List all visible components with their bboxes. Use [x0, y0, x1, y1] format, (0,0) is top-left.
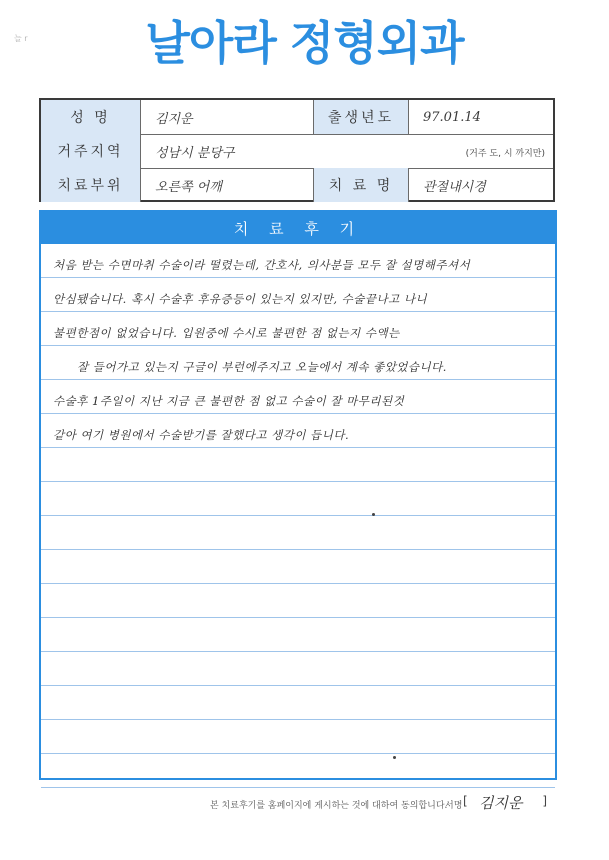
- review-line: [41, 652, 555, 686]
- review-line: [41, 720, 555, 754]
- corner-mark: 늘 r: [14, 34, 28, 43]
- signature-box: [463, 794, 547, 812]
- info-row-name: [41, 100, 553, 135]
- review-line-text: 같아 여기 병원에서 수술받기를 잘했다고 생각이 듭니다.: [53, 428, 350, 442]
- treatment-value: 관절내시경: [423, 179, 486, 195]
- birth-value: 97.01.14: [423, 109, 481, 125]
- review-line-text: 처음 받는 수면마취 수술이라 떨렸는데, 간호사, 의사분들 모두 잘 설명해주셔서: [53, 258, 471, 272]
- review-line: [41, 244, 555, 278]
- signature: 김지운: [479, 794, 523, 812]
- signature-bracket-open: [: [463, 794, 468, 808]
- review-line-text: 안심됐습니다. 혹시 수술후 후유증등이 있는지 있지만, 수술끝나고 나니: [53, 292, 428, 306]
- review-line: [41, 550, 555, 584]
- name-value: 김지운: [155, 111, 193, 127]
- review-line: [41, 414, 555, 448]
- review-line: [41, 448, 555, 482]
- patient-info-table: [39, 98, 555, 202]
- signature-bracket-close: ]: [542, 794, 547, 808]
- birth-label: 출생년도: [313, 100, 409, 134]
- review-line: [41, 754, 555, 788]
- clinic-title: [0, 8, 609, 78]
- name-label: 성 명: [41, 100, 141, 134]
- review-line: [41, 380, 555, 414]
- review-line: [41, 312, 555, 346]
- area-label: 치료부위: [41, 168, 141, 202]
- clinic-name-part1: 날아라: [145, 16, 276, 70]
- review-line: [41, 482, 555, 516]
- ink-speck: [372, 513, 375, 516]
- info-row-residence: [41, 134, 553, 169]
- review-line-text: 불편한점이 없었습니다. 입원중에 수시로 불편한 점 없는지 수액는: [53, 326, 400, 340]
- ink-speck: [393, 756, 396, 759]
- review-heading: 치 료 후 기: [41, 212, 555, 244]
- treatment-label: 치 료 명: [313, 168, 409, 202]
- review-line-text: 잘 들어가고 있는지 구글이 부런에주지고 오늘에서 계속 좋았었습니다.: [77, 360, 447, 374]
- review-line-text: 수술후 1주일이 지난 지금 큰 불편한 점 없고 수술이 잘 마무리된것: [53, 394, 405, 408]
- review-box: [39, 210, 557, 780]
- review-line: [41, 584, 555, 618]
- residence-label: 거주지역: [41, 134, 141, 168]
- clinic-name-part2: 정형외과: [289, 16, 464, 70]
- signature-label: 서명: [445, 801, 463, 811]
- review-line: [41, 686, 555, 720]
- review-line: [41, 516, 555, 550]
- consent-text: 본 치료후기를 홈페이지에 게시하는 것에 대하여 동의합니다.: [210, 801, 448, 811]
- area-value: 오른쪽 어깨: [155, 179, 222, 195]
- review-line: [41, 346, 555, 380]
- review-line: [41, 278, 555, 312]
- review-line: [41, 618, 555, 652]
- residence-note: (거주 도, 시 까지만): [465, 149, 545, 159]
- residence-value: 성남시 분당구: [155, 145, 235, 161]
- info-row-treatment: [41, 168, 553, 202]
